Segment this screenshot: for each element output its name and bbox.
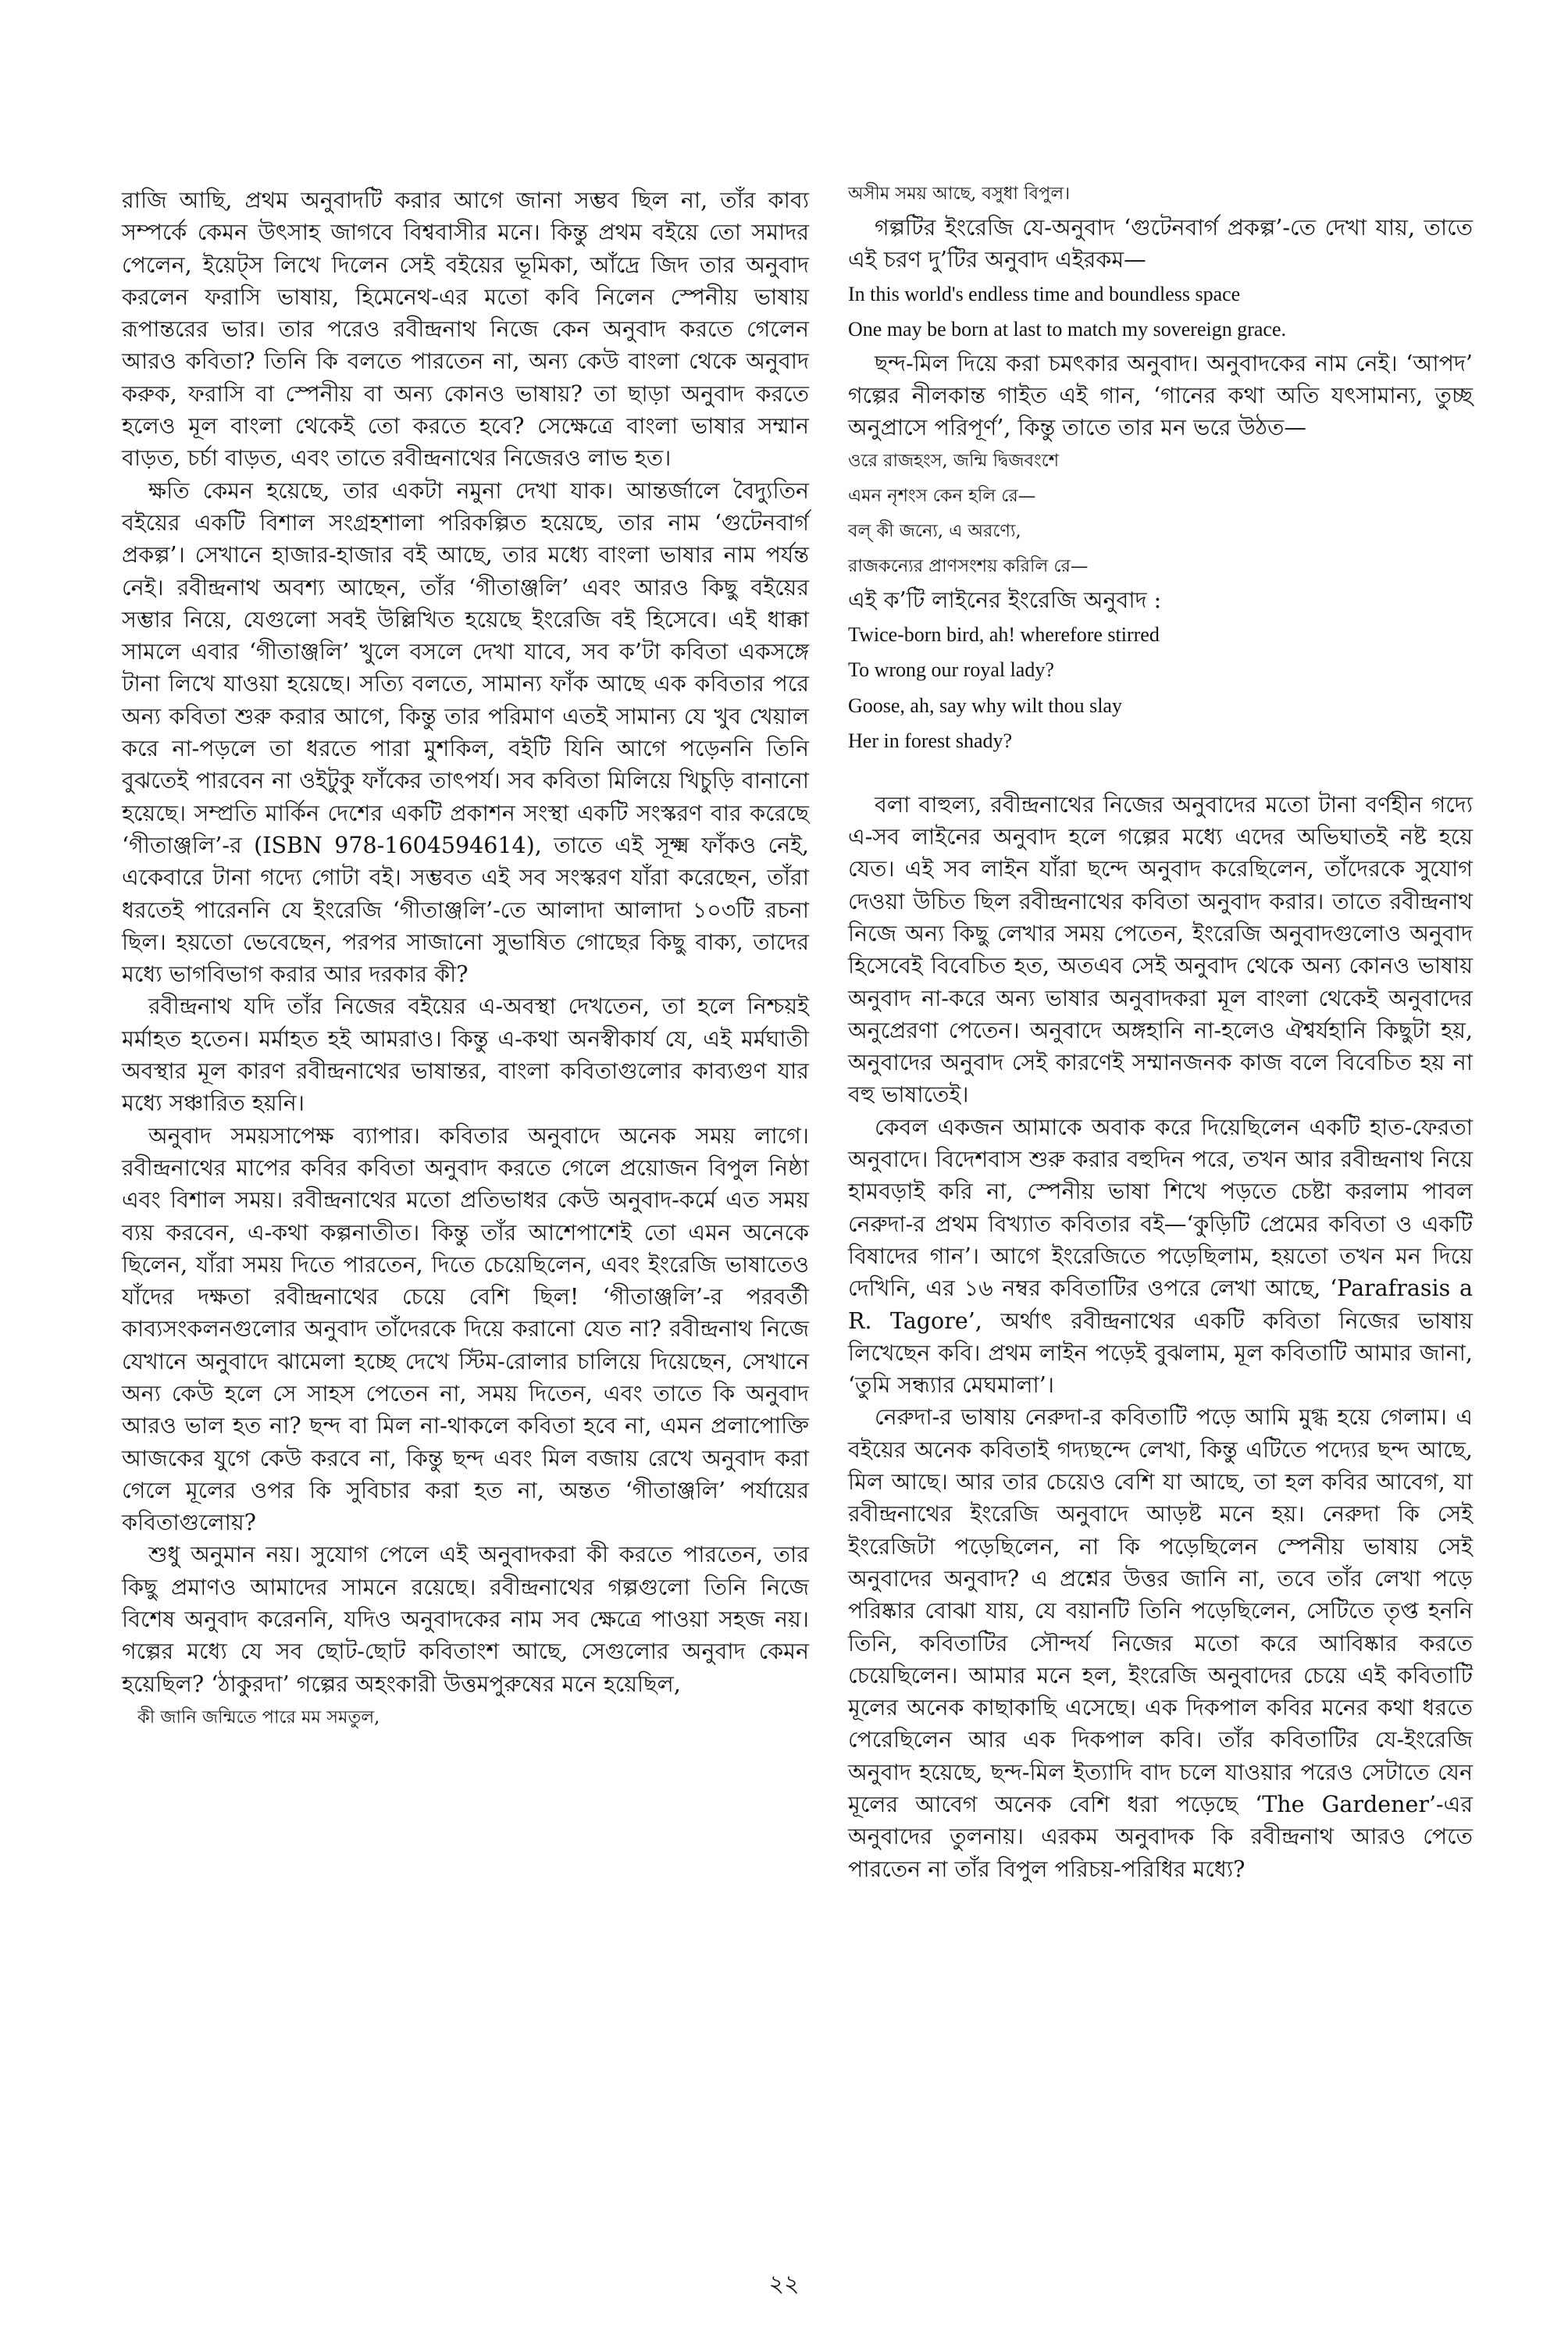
page-number: ২২ bbox=[768, 2270, 800, 2298]
verse-line: অসীম সময় আছে, বসুধা বিপুল। bbox=[848, 184, 1071, 204]
verse-line: এমন নৃশংস কেন হলি রে— bbox=[848, 486, 1036, 507]
verse-line: বল্ কী জন্যে, এ অরণ্যে, bbox=[848, 521, 1021, 542]
verse-line: ওরে রাজহংস, জন্মি দ্বিজবংশে bbox=[848, 451, 1060, 472]
verse-line: Twice-born bird, ah! wherefore stirred bbox=[848, 622, 1160, 646]
paragraph: ক্ষতি কেমন হয়েছে, তার একটা নমুনা দেখা যাক। আন্তর্জালে বৈদ্যুতিন বইয়ের একটি বিশাল সংগ্রহশালা পরিকল্পিত হয়েছে, তার নাম ‘গুটেনবার্গ প্রকল্প’। সেখানে হাজার-হাজার বই আছে, তার মধ্যে বাংলা ভাষার নাম পর্যন্ত নেই। রবীন্দ্রনাথ অবশ্য আছেন, তাঁর ‘গীতাঞ্জলি’ এবং আরও কিছু বইয়ের সম্ভার নিয়ে, যেগুলো সবই উল্লিখিত হয়েছে ইংরেজি বই হিসেবে। এই ধাক্কা সামলে এবার ‘গীতাঞ্জলি’ খুলে বসলে দেখা যাবে, সব ক’টা কবিতা একসঙ্গে টানা লিখে যাওয়া হয়েছে। সত্যি বলতে, সামান্য ফাঁক আছে এক কবিতার পরে অন্য কবিতা শুরু করার আগে, কিন্তু তার পরিমাণ এতই সামান্য যে খুব খেয়াল করে না-পড়লে তা ধরতে পারা মুশকিল, বইটি যিনি আগে পড়েননি তিনি বুঝতেই পারবেন না ওইটুকু ফাঁকের তাৎপর্য। সব কবিতা মিলিয়ে খিচুড়ি বানানো হয়েছে। সম্প্রতি মার্কিন দেশের একটি প্রকাশন সংস্থা একটি সংস্করণ বার করেছে ‘গীতাঞ্জলি’-র (ISBN 978-1604594614), তাতে এই সূক্ষ্ম ফাঁকও নেই, একেবারে টানা গদ্যে গোটা বই। সম্ভবত এই সব সংস্করণ যাঁরা করেছেন, তাঁরা ধরতেই পারেননি যে ইংরেজি ‘গীতাঞ্জলি’-তে আলাদা আলাদা ১০৩টি রচনা ছিল। হয়তো ভেবেছেন, পরপর সাজানো সুভাষিত গোছের কিছু বাক্য, তাদের মধ্যে ভাগবিভাগ করার আর দরকার কী? bbox=[122, 477, 809, 988]
paragraph: এই ক’টি লাইনের ইংরেজি অনুবাদ : bbox=[848, 587, 1162, 614]
verse-line: One may be born at last to match my sovereign grace. bbox=[848, 318, 1286, 341]
english-verse-quote bbox=[848, 617, 1473, 759]
paragraph: কেবল একজন আমাকে অবাক করে দিয়েছিলেন একটি হাত-ফেরতা অনুবাদে। বিদেশবাস শুরু করার বহুদিন পরে, তখন আর রবীন্দ্রনাথ নিয়ে হামবড়াই করি না, স্পেনীয় ভাষা শিখে পড়তে চেষ্টা করলাম পাবল নেরুদা-র প্রথম বিখ্যাত কবিতার বই—‘কুড়িটি প্রেমের কবিতা ও একটি বিষাদের গান’। আগে ইংরেজিতে পড়েছিলাম, হয়তো তখন মন দিয়ে দেখিনি, এর ১৬ নম্বর কবিতাটির ওপরে লেখা আছে, ‘Parafrasis a R. Tagore’, অর্থাৎ রবীন্দ্রনাথের একটি কবিতা নিজের ভাষায় লিখেছেন কবি। প্রথম লাইন পড়েই বুঝলাম, মূল কবিতাটি আমার জানা, ‘তুমি সন্ধ্যার মেঘমালা’। bbox=[848, 1114, 1473, 1399]
right-column bbox=[848, 184, 1473, 1885]
left-column bbox=[122, 184, 809, 1735]
paragraph: রবীন্দ্রনাথ যদি তাঁর নিজের বইয়ের এ-অবস্থা দেখতেন, তা হলে নিশ্চয়ই মর্মাহত হতেন। মর্মাহত হই আমরাও। কিন্তু এ-কথা অনস্বীকার্য যে, এই মর্মঘাতী অবস্থার মূল কারণ রবীন্দ্রনাথের ভাষান্তর, বাংলা কবিতাগুলোর কাব্যগুণ যার মধ্যে সঞ্চারিত হয়নি। bbox=[122, 993, 809, 1117]
paragraph: বলা বাহুল্য, রবীন্দ্রনাথের নিজের অনুবাদের মতো টানা বর্ণহীন গদ্যে এ-সব লাইনের অনুবাদ হলে গল্পের মধ্যে এদের অভিঘাতই নষ্ট হয়ে যেত। এই সব লাইন যাঁরা ছন্দে অনুবাদ করেছিলেন, তাঁদেরকে সুযোগ দেওয়া উচিত ছিল রবীন্দ্রনাথের কবিতা অনুবাদ করার। তাতে রবীন্দ্রনাথ নিজে অন্য কিছু লেখার সময় পেতেন, ইংরেজি অনুবাদগুলোও অনুবাদ হিসেবেই বিবেচিত হত, অতএব সেই অনুবাদ থেকে অন্য কোনও ভাষায় অনুবাদ না-করে অন্য ভাষার অনুবাদকরা মূল বাংলা থেকেই অনুবাদের অনুপ্রেরণা পেতেন। অনুবাদে অঙ্গহানি না-হলেও ঐশ্বর্যহানি কিছুটা হয়, অনুবাদের অনুবাদ সেই কারণেই সম্মানজনক কাজ বলে বিবেচিত হয় না বহু ভাষাতেই। bbox=[848, 791, 1473, 1108]
verse-line: কী জানি জন্মিতে পারে মম সমতুল, bbox=[137, 1706, 380, 1728]
verse-line: Her in forest shady? bbox=[848, 729, 1013, 753]
paragraph: ছন্দ-মিল দিয়ে করা চমৎকার অনুবাদ। অনুবাদকের নাম নেই। ‘আপদ’ গল্পের নীলকান্ত গাইত এই গান, ‘গানের কথা অতি যৎসামান্য, তুচ্ছ অনুপ্রাসে পরিপূর্ণ’, কিন্তু তাতে তার মন ভরে উঠত— bbox=[848, 350, 1473, 441]
verse-line: In this world's endless time and boundless space bbox=[848, 282, 1241, 305]
paragraph: নেরুদা-র ভাষায় নেরুদা-র কবিতাটি পড়ে আমি মুগ্ধ হয়ে গেলাম। এ বইয়ের অনেক কবিতাই গদ্যছন্দে লেখা, কিন্তু এটিতে পদ্যের ছন্দ আছে, মিল আছে। আর তার চেয়েও বেশি যা আছে, তা হল কবির আবেগ, যা রবীন্দ্রনাথের ইংরেজি অনুবাদে আড়ষ্ট মনে হয়। নেরুদা কি সেই ইংরেজিটা পড়েছিলেন, না কি পড়েছিলেন স্পেনীয় ভাষায় সেই অনুবাদের অনুবাদ? এ প্রশ্নের উত্তর জানি না, তবে তাঁর লেখা পড়ে পরিষ্কার বোঝা যায়, যে বয়ানটি তিনি পড়েছিলেন, সেটিতে তৃপ্ত হননি তিনি, কবিতাটির সৌন্দর্য নিজের মতো করে আবিষ্কার করতে চেয়েছিলেন। আমার মনে হল, ইংরেজি অনুবাদের চেয়ে এই কবিতাটি মূলের অনেক কাছাকাছি এসেছে। এক দিকপাল কবির মনের কথা ধরতে পেরেছিলেন আর এক দিকপাল কবি। তাঁর কবিতাটির যে-ইংরেজি অনুবাদ হয়েছে, ছন্দ-মিল ইত্যাদি বাদ চলে যাওয়ার পরেও সেটাতে যেন মূলের আবেগ অনেক বেশি ধরা পড়েছে ‘The Gardener’-এর অনুবাদের তুলনায়। এরকম অনুবাদক কি রবীন্দ্রনাথ আরও পেতে পারতেন না তাঁর বিপুল পরিচয়-পরিধির মধ্যে? bbox=[848, 1404, 1473, 1882]
verse-quote bbox=[848, 177, 1473, 212]
paragraph: শুধু অনুমান নয়। সুযোগ পেলে এই অনুবাদকরা কী করতে পারতেন, তার কিছু প্রমাণও আমাদের সামনে রয়েছে। রবীন্দ্রনাথের গল্পগুলো তিনি নিজে বিশেষ অনুবাদ করেননি, যদিও অনুবাদকের নাম সব ক্ষেত্রে পাওয়া সহজ নয়। গল্পের মধ্যে যে সব ছোট-ছোট কবিতাংশ আছে, সেগুলোর অনুবাদ কেমন হয়েছিল? ‘ঠাকুরদা’ গল্পের অহংকারী উত্তমপুরুষের মনে হয়েছিল, bbox=[122, 1542, 809, 1697]
paragraph: গল্পটির ইংরেজি যে-অনুবাদ ‘গুটেনবার্গ প্রকল্প’-তে দেখা যায়, তাতে এই চরণ দু’টির অনুবাদ এইরকম— bbox=[848, 215, 1473, 273]
song-verse-quote bbox=[848, 444, 1473, 584]
verse-line: To wrong our royal lady? bbox=[848, 658, 1054, 682]
verse-quote bbox=[122, 1700, 809, 1735]
verse-line: রাজকন্যের প্রাণসংশয় করিলি রে— bbox=[848, 556, 1089, 577]
paragraph: রাজি আছি, প্রথম অনুবাদটি করার আগে জানা সম্ভব ছিল না, তাঁর কাব্য সম্পর্কে কেমন উৎসাহ জাগবে বিশ্ববাসীর মনে। কিন্তু প্রথম বইয়ে তো সমাদর পেলেন, ইয়েট্স লিখে দিলেন সেই বইয়ের ভূমিকা, আঁদ্রে জিদ তার অনুবাদ করলেন ফরাসি ভাষায়, হিমেনেথ-এর মতো কবি নিলেন স্পেনীয় ভাষায় রূপান্তরের ভার। তার পরেও রবীন্দ্রনাথ নিজে কেন অনুবাদ করতে গেলেন আরও কবিতা? তিনি কি বলতে পারতেন না, অন্য কেউ বাংলা থেকে অনুবাদ করুক, ফরাসি বা স্পেনীয় বা অন্য কোনও ভাষায়? তা ছাড়া অনুবাদ করতে হলেও মূল বাংলা থেকেই তো করতে হবে? সেক্ষেত্রে বাংলা ভাষার সম্মান বাড়ত, চর্চা বাড়ত, এবং তাতে রবীন্দ্রনাথের নিজেরও লাভ হত। bbox=[122, 187, 809, 472]
spacer bbox=[848, 759, 1473, 789]
verse-line: Goose, ah, say why wilt thou slay bbox=[848, 694, 1122, 717]
paragraph: অনুবাদ সময়সাপেক্ষ ব্যাপার। কবিতার অনুবাদে অনেক সময় লাগে। রবীন্দ্রনাথের মাপের কবির কবিতা অনুবাদ করতে গেলে প্রয়োজন বিপুল নিষ্ঠা এবং বিশাল সময়। রবীন্দ্রনাথের মতো প্রতিভাধর কেউ অনুবাদ-কর্মে এত সময় ব্যয় করবেন, এ-কথা কল্পনাতীত। কিন্তু তাঁর আশেপাশেই তো এমন অনেকে ছিলেন, যাঁরা সময় দিতে পারতেন, দিতে চেয়েছিলেন, এবং ইংরেজি ভাষাতেও যাঁদের দক্ষতা রবীন্দ্রনাথের চেয়ে বেশি ছিল! ‘গীতাঞ্জলি’-র পরবর্তী কাব্যসংকলনগুলোর অনুবাদ তাঁদেরকে দিয়ে করানো যেত না? রবীন্দ্রনাথ নিজে যেখানে অনুবাদে ঝামেলা হচ্ছে দেখে স্টিম-রোলার চালিয়ে দিয়েছেন, সেখানে অন্য কেউ হলে সে সাহস পেতেন না, সময় দিতেন, এবং তাতে কি অনুবাদ আরও ভাল হত না? ছন্দ বা মিল না-থাকলে কবিতা হবে না, এমন প্রলাপোক্তি আজকের যুগে কেউ করবে না, কিন্তু ছন্দ এবং মিল বজায় রেখে অনুবাদ করা গেলে মূলের ওপর কি সুবিচার করা হত না, অন্তত ‘গীতাঞ্জলি’ পর্যায়ের কবিতাগুলোয়? bbox=[122, 1122, 809, 1536]
english-verse-quote bbox=[848, 276, 1473, 348]
